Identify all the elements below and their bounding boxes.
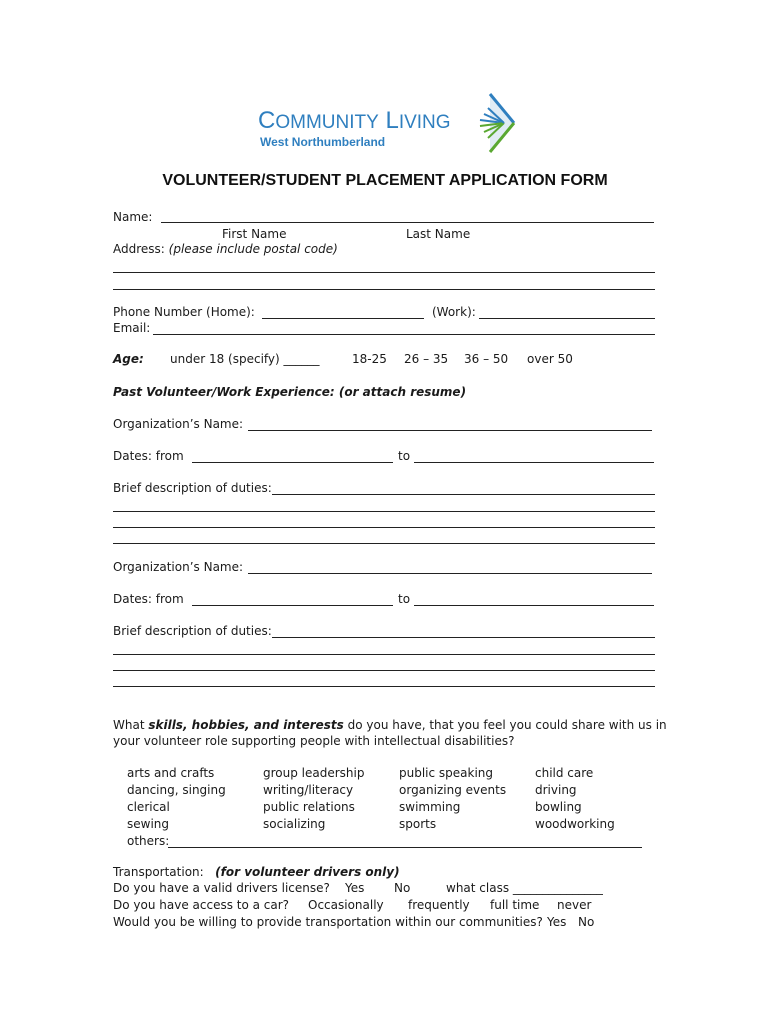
dates-from-label-2: Dates: from: [113, 592, 184, 606]
skills-col-1: [127, 765, 226, 833]
skill-option[interactable]: writing/literacy: [263, 783, 354, 797]
phone-home-input[interactable]: [262, 318, 424, 319]
dates-to-label-1: to: [398, 449, 411, 463]
others-label: others:: [127, 834, 170, 848]
car-occasionally[interactable]: Occasionally: [308, 898, 384, 912]
skills-col-3: [399, 765, 506, 833]
skill-option[interactable]: child care: [535, 766, 594, 780]
duties-input-2c[interactable]: [113, 670, 655, 671]
license-yes[interactable]: Yes: [345, 881, 365, 895]
skill-option[interactable]: woodworking: [535, 817, 615, 831]
phone-work-input[interactable]: [479, 318, 655, 319]
willing-yes[interactable]: Yes: [547, 915, 567, 929]
address-label: Address: (please include postal code): [113, 242, 338, 256]
skills-col-2: [263, 765, 364, 833]
license-question: Do you have a valid drivers license?: [113, 881, 330, 895]
logo-mark-icon: [470, 92, 518, 154]
address-input-line-2[interactable]: [113, 289, 655, 290]
skill-option[interactable]: organizing events: [399, 783, 507, 797]
skills-col-4: [535, 765, 615, 833]
skill-option[interactable]: dancing, singing: [127, 783, 226, 797]
others-input[interactable]: [168, 847, 642, 848]
age-option-36-50[interactable]: 36 – 50: [464, 352, 509, 366]
dates-from-input-1[interactable]: [192, 462, 393, 463]
skill-option[interactable]: sports: [399, 817, 437, 831]
skill-option[interactable]: bowling: [535, 800, 582, 814]
skill-option[interactable]: arts and crafts: [127, 766, 215, 780]
dates-to-label-2: to: [398, 592, 411, 606]
skill-option[interactable]: public relations: [263, 800, 355, 814]
dates-to-input-2[interactable]: [414, 605, 654, 606]
car-full-time[interactable]: full time: [490, 898, 540, 912]
skill-option[interactable]: public speaking: [399, 766, 494, 780]
phone-home-label: Phone Number (Home):: [113, 305, 255, 319]
skill-option[interactable]: socializing: [263, 817, 326, 831]
name-label: Name:: [113, 210, 153, 224]
transport-label: Transportation: (for volunteer drivers only): [113, 865, 400, 879]
skill-option[interactable]: driving: [535, 783, 577, 797]
past-experience-heading: Past Volunteer/Work Experience: (or attach resume): [113, 385, 467, 399]
address-input-line-1[interactable]: [113, 272, 655, 273]
first-name-label: First Name: [222, 227, 287, 241]
skill-option[interactable]: sewing: [127, 817, 170, 831]
org-name-input-2[interactable]: [248, 573, 652, 574]
duties-label-2: Brief description of duties:: [113, 624, 272, 638]
duties-input-2d[interactable]: [113, 686, 655, 687]
name-input[interactable]: [161, 222, 654, 223]
willing-question: Would you be willing to provide transportation within our communities?: [113, 915, 543, 929]
duties-input-1b[interactable]: [113, 511, 655, 512]
org-name-label-2: Organization’s Name:: [113, 560, 244, 574]
dates-from-label-1: Dates: from: [113, 449, 184, 463]
email-label: Email:: [113, 321, 151, 335]
email-input[interactable]: [153, 334, 655, 335]
skill-option[interactable]: group leadership: [263, 766, 365, 780]
license-no[interactable]: No: [394, 881, 411, 895]
skills-question: What skills, hobbies, and interests do you have, that you feel you could share with us in: [113, 718, 667, 732]
car-question: Do you have access to a car?: [113, 898, 290, 912]
duties-input-1d[interactable]: [113, 543, 655, 544]
duties-input-1a[interactable]: [272, 494, 655, 495]
last-name-label: Last Name: [406, 227, 471, 241]
duties-input-1c[interactable]: [113, 527, 655, 528]
age-option-under18[interactable]: under 18 (specify) ______: [170, 352, 320, 366]
org-name-input-1[interactable]: [248, 430, 652, 431]
duties-input-2a[interactable]: [272, 637, 655, 638]
skill-option[interactable]: swimming: [399, 800, 461, 814]
willing-no[interactable]: No: [578, 915, 595, 929]
dates-from-input-2[interactable]: [192, 605, 393, 606]
logo-org-name: COMMUNITY LIVING: [258, 107, 451, 134]
age-option-over50[interactable]: over 50: [527, 352, 573, 366]
age-option-26-35[interactable]: 26 – 35: [404, 352, 449, 366]
age-option-18-25[interactable]: 18-25: [352, 352, 387, 366]
age-label: Age:: [113, 352, 144, 366]
logo-org-branch: West Northumberland: [260, 135, 386, 149]
skills-question-line2: your volunteer role supporting people with intellectual disabilities?: [113, 734, 515, 748]
dates-to-input-1[interactable]: [414, 462, 654, 463]
phone-work-label: (Work):: [432, 305, 476, 319]
skill-option[interactable]: clerical: [127, 800, 170, 814]
car-frequently[interactable]: frequently: [408, 898, 470, 912]
license-class[interactable]: what class _______________: [446, 881, 603, 895]
duties-input-2b[interactable]: [113, 654, 655, 655]
duties-label-1: Brief description of duties:: [113, 481, 272, 495]
car-never[interactable]: never: [557, 898, 592, 912]
org-name-label-1: Organization’s Name:: [113, 417, 244, 431]
form-title: VOLUNTEER/STUDENT PLACEMENT APPLICATION FORM: [162, 172, 608, 189]
